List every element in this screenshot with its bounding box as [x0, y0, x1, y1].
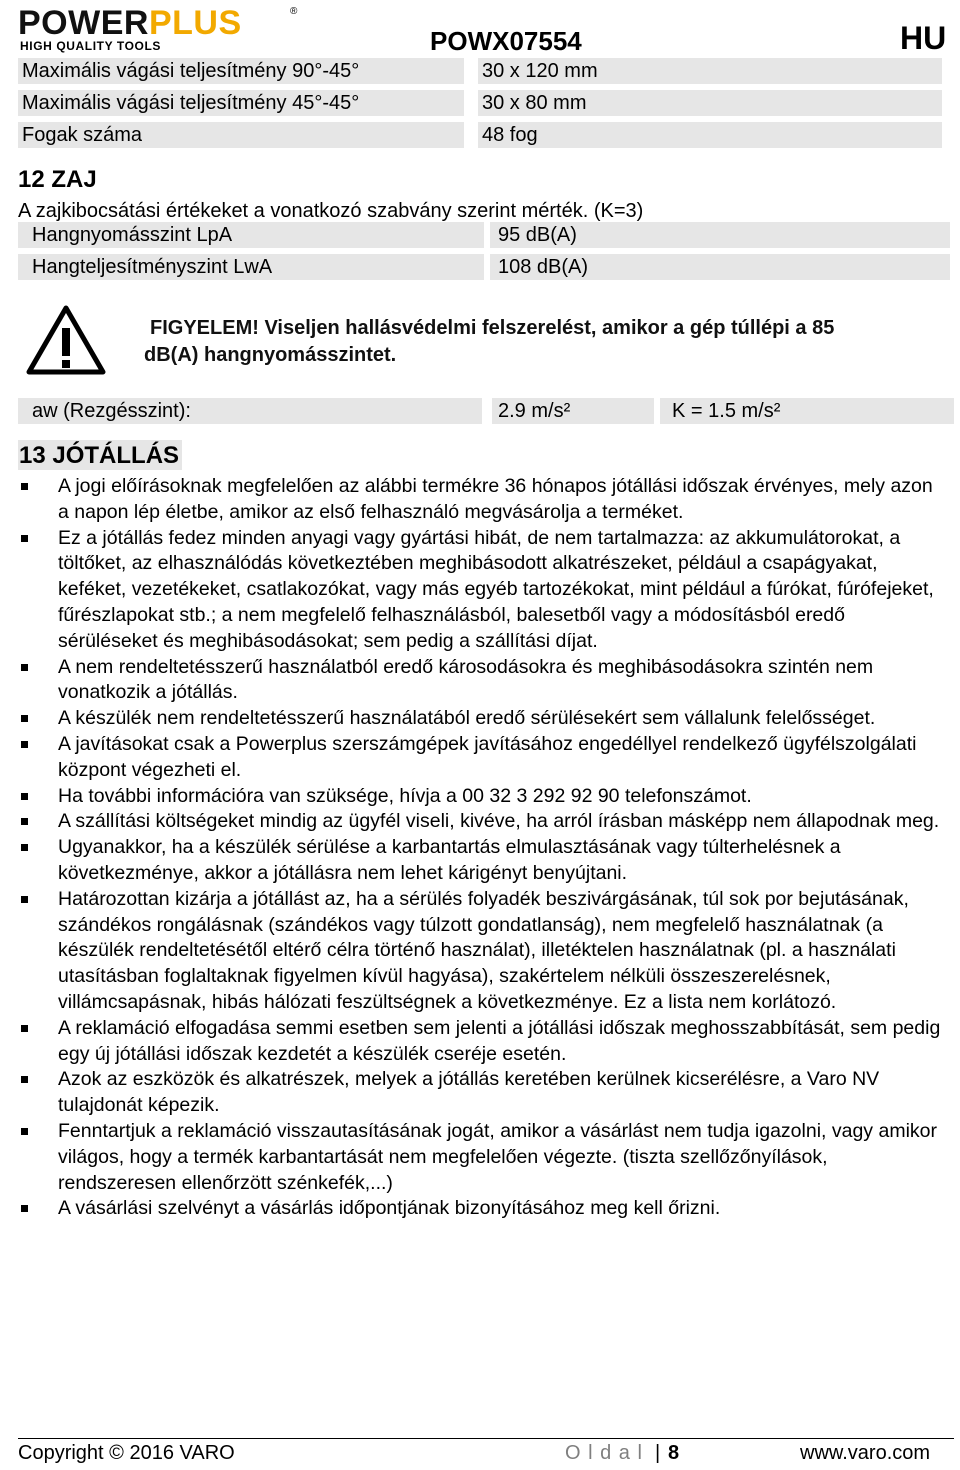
list-item: Ez a jótállás fedez minden anyagi vagy gyártási hibát, de nem tartalmazza: az akkumulátorokat, a töltőket, az elhasználódás következtében meghibásodott alkatrészeket, például a csapágyakat, keféket, vezetékeket, csatlakozókat, vagy más egyéb tartozékokat, mint például a fúrókat, fúrófejeket, fűrészlapokat stb.; a nem megfelelő felhasználásból, balesetből vagy a módosításból eredő sérüléseket és meghibásodásokat; sem pedig a szállítási díjat. [18, 526, 948, 655]
list-item: Határozottan kizárja a jótállást az, ha a sérülés folyadék beszivárgásának, túl sok por bejutásának, szándékos rongálásnak (szándékos vagy túlzott gondatlanság), nem megfelelő használatnak (a készülék rendeltetésétől eltérő célra történő használat), illetéktelen használatnak (pl. a használati utasításban foglaltaknak figyelmen kívül hagyása), szakértelem nélküli összeszerelésnek, villámcsapásnak, hibás hálózati feszültségnek a következménye. Ez a lista nem korlátozó. [18, 887, 948, 1016]
list-item: Fenntartjuk a reklamáció visszautasításának jogát, amikor a vásárlást nem tudja igazolni, vagy amikor világos, hogy a termék karbantartását nem megfelelően végezte. (tiszta szellőzőnyílások, rendszeresen ellenőrzött szénkefék,...) [18, 1119, 948, 1196]
noise-value: 95 dB(A) [490, 222, 950, 248]
section-heading-noise: 12 ZAJ [18, 166, 97, 193]
list-item: A javításokat csak a Powerplus szerszámgépek javításához engedéllyel rendelkező ügyfélszolgálati központ végezheti el. [18, 732, 948, 784]
vibration-k-value: K = 1.5 m/s² [660, 398, 954, 424]
spec-value: 30 x 80 mm [478, 90, 942, 116]
vibration-value: 2.9 m/s² [492, 398, 654, 424]
page-separator: | [655, 1442, 661, 1464]
list-item: Ha további információra van szüksége, hívja a 00 32 3 292 92 90 telefonszámot. [18, 784, 948, 810]
noise-value: 108 dB(A) [490, 254, 950, 280]
list-item: Ugyanakkor, ha a készülék sérülése a karbantartás elmulasztásának vagy túlterhelésnek a következménye, akkor a jótállásra nem lehet kárigényt benyújtani. [18, 835, 948, 887]
list-item: A szállítási költségeket mindig az ügyfél viseli, kivéve, ha arról írásban másképp nem állapodnak meg. [18, 809, 948, 835]
list-item: A vásárlási szelvényt a vásárlás időpontjának bizonyításához meg kell őrizni. [18, 1196, 948, 1222]
noise-label: Hangnyomásszint LpA [18, 222, 484, 248]
page-number: 8 [668, 1442, 680, 1464]
spec-value: 30 x 120 mm [478, 58, 942, 84]
language-code: HU [900, 20, 947, 56]
page-label: O l d a l [565, 1442, 643, 1464]
logo-tagline: HIGH QUALITY TOOLS [20, 39, 162, 53]
registered-mark: ® [290, 6, 298, 17]
vibration-label: aw (Rezgésszint): [18, 398, 482, 424]
powerplus-logo [18, 4, 298, 52]
spec-value: 48 fog [478, 122, 942, 148]
spec-label: Maximális vágási teljesítmény 90°-45° [18, 58, 464, 84]
list-item: A reklamáció elfogadása semmi esetben sem jelenti a jótállási időszak meghosszabbítását, sem pedig egy új jótállási időszak kezdetét a készülék cseréje esetén. [18, 1016, 948, 1068]
warning-text-line2: dB(A) hangnyomásszintet. [144, 344, 397, 366]
noise-label: Hangteljesítményszint LwA [18, 254, 484, 280]
list-item: A jogi előírásoknak megfelelően az alábbi termékre 36 hónapos jótállási időszak érvényes, mely azon a napon lép életbe, amikor az első felhasználó megvásárolja a terméket. [18, 474, 948, 526]
warning-triangle-icon [26, 304, 106, 376]
logo-wordmark: POWERPLUS [18, 4, 242, 42]
spec-label: Fogak száma [18, 122, 464, 148]
copyright: Copyright © 2016 VARO [18, 1442, 235, 1464]
warranty-list [18, 474, 948, 1222]
section-heading-warranty: 13 JÓTÁLLÁS [18, 440, 182, 470]
noise-intro: A zajkibocsátási értékeket a vonatkozó szabvány szerint mérték. (K=3) [18, 200, 644, 222]
footer-divider [18, 1438, 954, 1439]
list-item: Azok az eszközök és alkatrészek, melyek a jótállás keretében kerülnek kicserélésre, a Varo NV tulajdonát képezik. [18, 1067, 948, 1119]
warning-text-line1: FIGYELEM! Viseljen hallásvédelmi felszerelést, amikor a gép túllépi a 85 [150, 317, 835, 339]
website-url: www.varo.com [800, 1442, 931, 1464]
list-item: A nem rendeltetésszerű használatból eredő károsodásokra és meghibásodásokra szintén nem vonatkozik a jótállás. [18, 655, 948, 707]
list-item: A készülék nem rendeltetésszerű használatából eredő sérülésekért sem vállalunk felelősséget. [18, 706, 948, 732]
spec-label: Maximális vágási teljesítmény 45°-45° [18, 90, 464, 116]
model-number: POWX07554 [430, 26, 582, 56]
